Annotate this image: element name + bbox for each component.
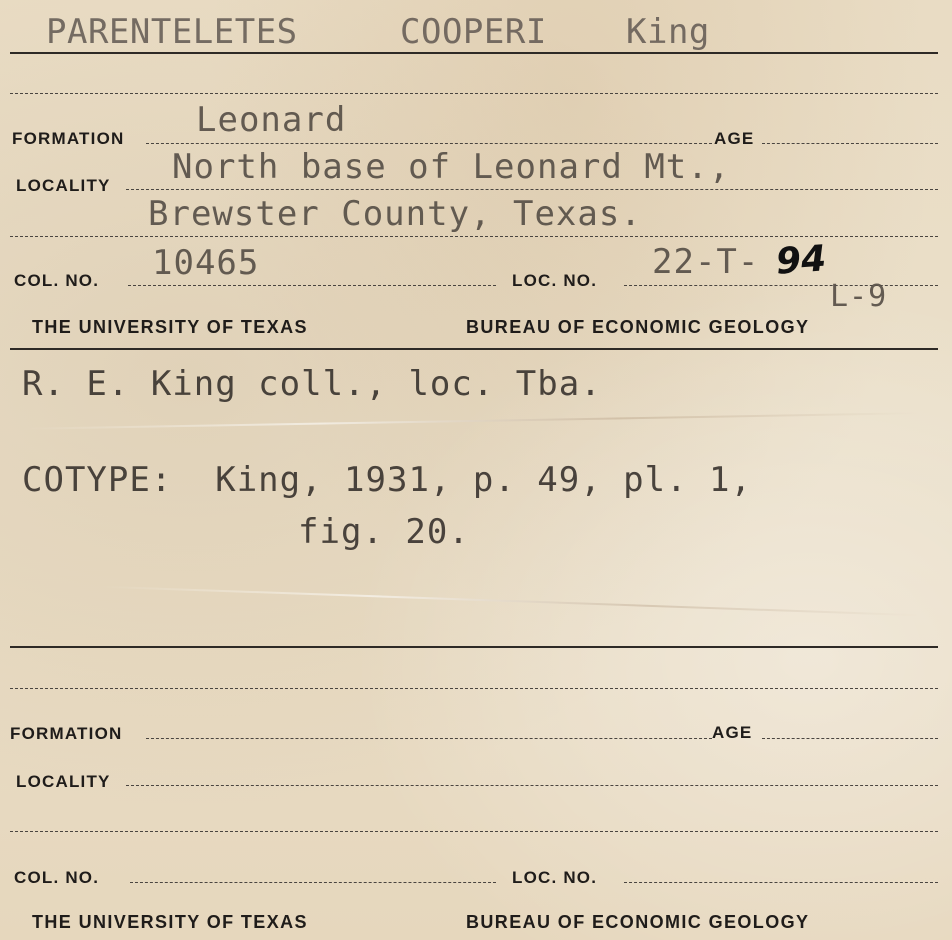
locality-value-line1: North base of Leonard Mt.,: [172, 147, 731, 187]
locality-value-line2: Brewster County, Texas.: [148, 194, 642, 234]
title-rule: [10, 52, 938, 54]
lower-locality-rule-2: [10, 831, 938, 832]
university-label: THE UNIVERSITY OF TEXAS: [32, 317, 308, 337]
paper-crease: [100, 586, 920, 617]
loc-no-rule: [624, 285, 938, 286]
locality-rule-2: [10, 236, 938, 237]
lower-locality-rule: [126, 785, 938, 786]
lower-loc-no-rule: [624, 882, 938, 883]
col-no-label: COL. NO.: [14, 271, 100, 290]
cotype-note-line1: COTYPE: King, 1931, p. 49, pl. 1,: [22, 460, 752, 500]
col-no-rule: [128, 285, 496, 286]
loc-no-extra: L-9: [830, 279, 888, 314]
age-rule: [762, 143, 938, 144]
lower-formation-label: FORMATION: [10, 724, 123, 743]
lower-col-no-rule: [130, 882, 496, 883]
footer-rule: [10, 348, 938, 350]
formation-label: FORMATION: [12, 129, 125, 148]
lower-age-label: AGE: [712, 723, 753, 742]
lower-blank-rule: [10, 688, 938, 689]
loc-no-value-typed: 22-T-: [652, 242, 760, 282]
lower-age-rule: [762, 738, 938, 739]
lower-formation-rule: [146, 738, 712, 739]
title-species: COOPERI: [400, 12, 547, 52]
lower-loc-no-label: LOC. NO.: [512, 868, 598, 887]
title-author: King: [626, 12, 710, 52]
col-no-value: 10465: [152, 243, 260, 283]
lower-title-rule: [10, 646, 938, 648]
loc-no-label: LOC. NO.: [512, 271, 598, 290]
lower-university-label: THE UNIVERSITY OF TEXAS: [32, 912, 308, 932]
collection-note: R. E. King coll., loc. Tba.: [22, 364, 602, 404]
title-genus: PARENTELETES: [46, 12, 298, 52]
lower-locality-label: LOCALITY: [16, 772, 111, 791]
locality-rule: [126, 189, 938, 190]
lower-col-no-label: COL. NO.: [14, 868, 100, 887]
bureau-label: BUREAU OF ECONOMIC GEOLOGY: [466, 317, 810, 337]
paper-crease: [20, 412, 920, 430]
blank-rule: [10, 93, 938, 94]
lower-bureau-label: BUREAU OF ECONOMIC GEOLOGY: [466, 912, 810, 932]
age-label: AGE: [714, 129, 755, 148]
locality-label: LOCALITY: [16, 176, 111, 195]
formation-value: Leonard: [196, 100, 347, 140]
cotype-note-line2: fig. 20.: [298, 512, 470, 552]
loc-no-value-handwritten: 94: [774, 238, 828, 283]
formation-rule: [146, 143, 712, 144]
